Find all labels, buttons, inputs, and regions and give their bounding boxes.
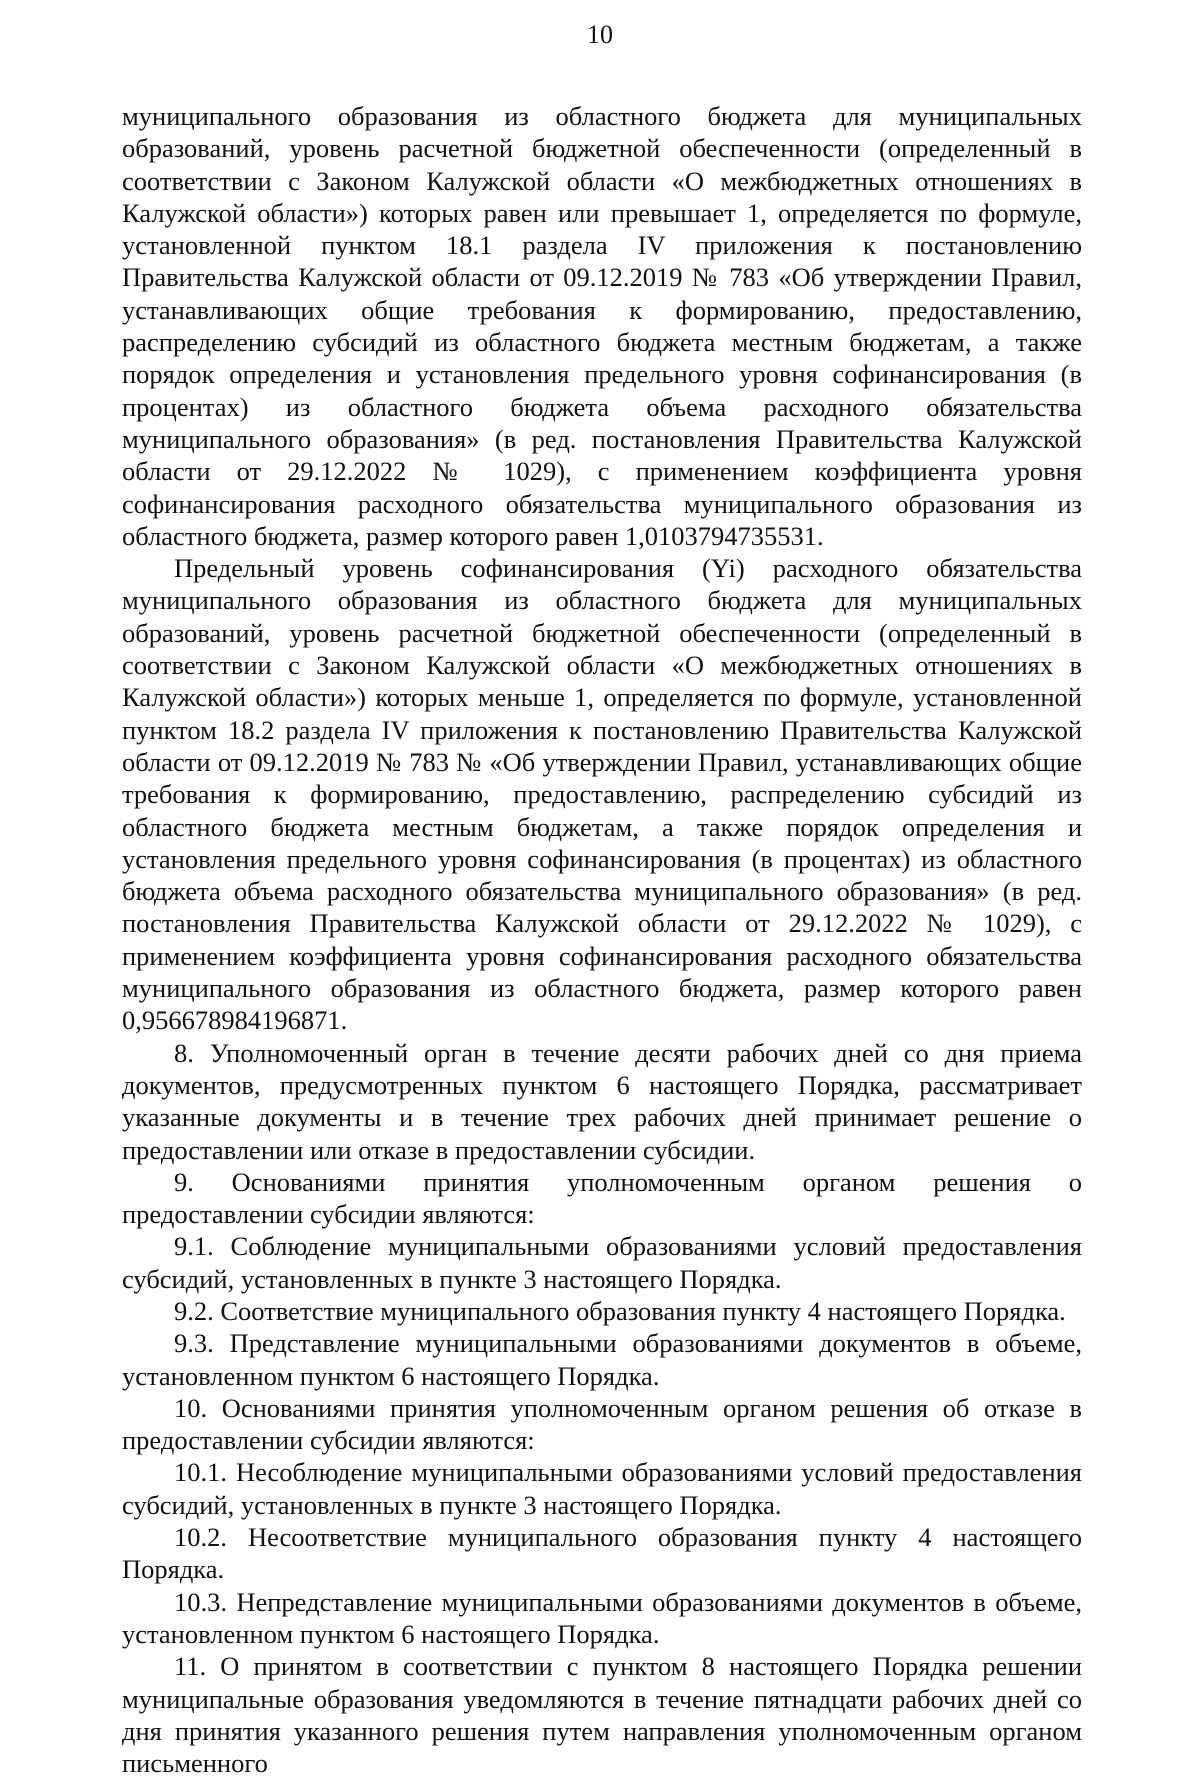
- paragraph-10-2: 10.2. Несоответствие муниципального образования пункту 4 настоящего Порядка.: [122, 1522, 1082, 1585]
- paragraph-9-2: 9.2. Соответствие муниципального образования пункту 4 настоящего Порядка.: [174, 1295, 1066, 1326]
- paragraph-9: 9. Основаниями принятия уполномоченным органом решения о предоставлении субсидии являются:: [122, 1166, 1082, 1230]
- paragraph-continuation: муниципального образования из областного бюджета для муниципальных образований, уровень расчетной бюджетной обеспеченности (определенный в соответствии с Законом Калужской области «О межбюджетных отношениях в Калужской области») которых равен или превышает 1, определяется по формуле, установленной пунктом 18.1 раздела IV приложения к постановлению Правительства Калужской области от 09.12.2019 № 783 «Об утверждении Правил, устанавливающих общие требования к формированию, предоставлению, распределению субсидий из областного бюджета местным бюджетам, а также порядок определения и установления предельного уровня софинансирования (в процентах) из областного бюджета объема расходного обязательства муниципального образования» (в ред. постановления Правительства Калужской области от 29.12.2022 № 1029), с применением коэффициента уровня софинансирования расходного обязательства муниципального образования из областного бюджета, размер которого равен 1,0103794735531.: [122, 101, 1082, 551]
- paragraph-9-1: 9.1. Соблюдение муниципальными образованиями условий предоставления субсидий, установленных в пункте 3 настоящего Порядка.: [122, 1231, 1082, 1294]
- paragraph-10: 10. Основаниями принятия уполномоченным органом решения об отказе в предоставлении субсидии являются:: [122, 1392, 1082, 1456]
- page-number: 10: [587, 20, 613, 49]
- paragraph-8: 8. Уполномоченный орган в течение десяти рабочих дней со дня приема документов, предусмотренных пунктом 6 настоящего Порядка, рассматривает указанные документы и в течение трех рабочих дней принимает решение о предоставлении или отказе в предоставлении субсидии.: [122, 1037, 1082, 1165]
- paragraph-9-3: 9.3. Представление муниципальными образованиями документов в объеме, установленном пунктом 6 настоящего Порядка.: [122, 1328, 1082, 1391]
- paragraph-cofinancing-level: Предельный уровень софинансирования (Yi) расходного обязательства муниципального образования из областного бюджета для муниципальных образований, уровень расчетной бюджетной обеспеченности (определенный в соответствии с Законом Калужской области «О межбюджетных отношениях в Калужской области») которых меньше 1, определяется по формуле, установленной пунктом 18.2 раздела IV приложения к постановлению Правительства Калужской области от 09.12.2019 № 783 № «Об утверждении Правил, устанавливающих общие требования к формированию, предоставлению, распределению субсидий из областного бюджета местным бюджетам, а также порядок определения и установления предельного уровня софинансирования (в процентах) из областного бюджета объема расходного обязательства муниципального образования» (в ред. постановления Правительства Калужской области от 29.12.2022 № 1029), с применением коэффициента уровня софинансирования расходного обязательства муниципального образования из областного бюджета, размер которого равен 0,956678984196871.: [122, 553, 1082, 1036]
- paragraph-10-1: 10.1. Несоблюдение муниципальными образованиями условий предоставления субсидий, установленных в пункте 3 настоящего Порядка.: [122, 1457, 1082, 1520]
- paragraph-11: 11. О принятом в соответствии с пунктом 8 настоящего Порядка решении муниципальные образования уведомляются в течение пятнадцати рабочих дней со дня принятия указанного решения путем направления уполномоченным органом письменного: [122, 1651, 1082, 1779]
- paragraph-10-3: 10.3. Непредставление муниципальными образованиями документов в объеме, установленном пунктом 6 настоящего Порядка.: [122, 1586, 1082, 1649]
- document-body: [122, 100, 1082, 1779]
